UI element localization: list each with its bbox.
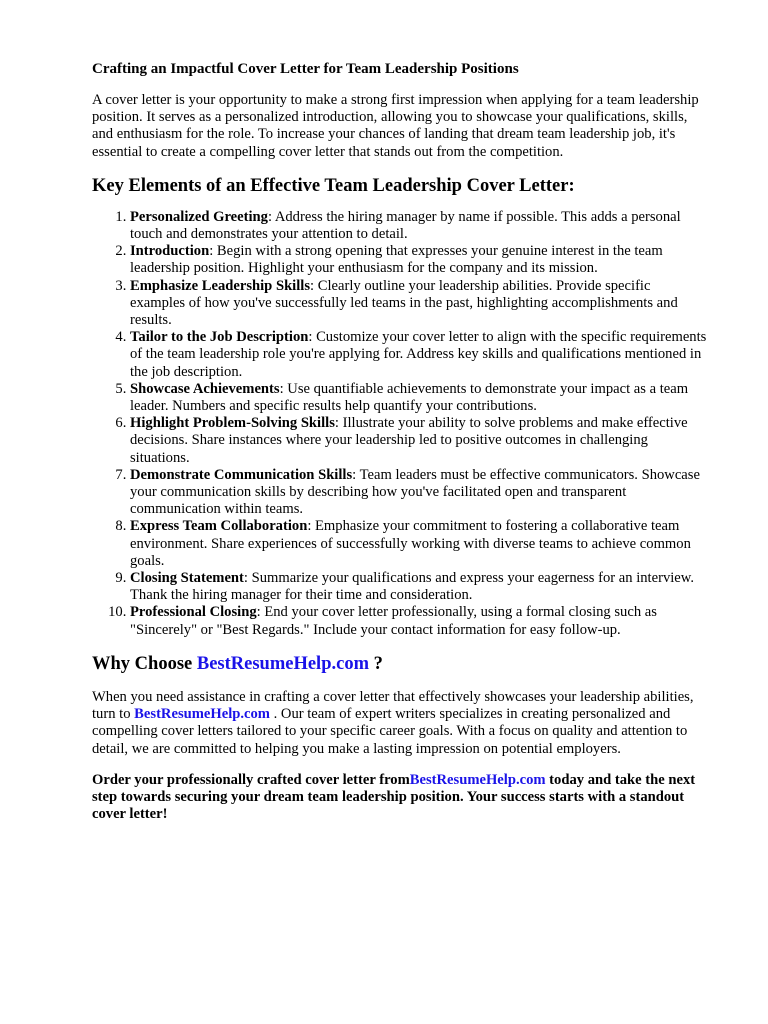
bestresumehelp-cta-link[interactable]: BestResumeHelp.com xyxy=(409,771,546,788)
list-item-term: Emphasize Leadership Skills xyxy=(130,277,311,294)
list-item-text: Team leaders must be effective communicators. Showcase your communication skills by describing how you've facilitated open and transparent communication within teams. xyxy=(130,466,700,518)
list-item xyxy=(130,518,708,570)
why-heading-suffix: ? xyxy=(368,653,383,674)
key-elements-list xyxy=(92,209,708,639)
list-item-text: End your cover letter professionally, using a formal closing such as "Sincerely" or "Best Regards." Include your contact information for easy follow-up. xyxy=(130,604,657,638)
list-item-term: Highlight Problem-Solving Skills xyxy=(130,415,335,432)
list-item-text: Customize your cover letter to align with the specific requirements of the team leadership role you're applying for. Address key skills and qualifications mentioned in the job description. xyxy=(130,329,707,380)
bestresumehelp-heading-link[interactable]: BestResumeHelp.com xyxy=(196,653,369,674)
list-item-separator: : xyxy=(256,604,265,621)
cta-suffix: today and take the next step towards securing your dream team leadership position. Your success starts with a standout cover letter! xyxy=(92,771,696,823)
list-item-text: Summarize your qualifications and express your eagerness for an interview. Thank the hiring manager for their time and consideration. xyxy=(130,570,695,604)
list-item-separator: : xyxy=(352,466,360,483)
intro-paragraph: A cover letter is your opportunity to make a strong first impression when applying for a team leadership position. It serves as a personalized introduction, allowing you to showcase your qualifications, skills, and enthusiasm for the role. To increase your chances of landing that dream team leadership job, it's essential to create a compelling cover letter that stands out from the competition. xyxy=(92,92,699,160)
list-item-separator: : xyxy=(267,208,275,225)
list-item-separator: : xyxy=(308,329,317,346)
list-item-term: Closing Statement xyxy=(130,570,244,587)
list-item xyxy=(130,243,708,277)
list-item-separator: : xyxy=(310,277,318,294)
list-item-separator: : xyxy=(334,415,343,432)
list-item-text: Illustrate your ability to solve problems and make effective decisions. Share instances where your leadership led to positive outcomes in challenging situations. xyxy=(130,415,688,466)
list-item-term: Express Team Collaboration xyxy=(130,518,308,535)
document-title: Crafting an Impactful Cover Letter for Team Leadership Positions xyxy=(92,61,519,77)
list-item xyxy=(130,467,708,519)
list-item-term: Introduction xyxy=(130,243,210,260)
list-item xyxy=(130,604,708,638)
why-para-prefix: When you need assistance in crafting a cover letter that effectively showcases your leadership abilities, turn to xyxy=(92,688,694,723)
list-item-term: Demonstrate Communication Skills xyxy=(130,466,353,483)
list-item-separator: : xyxy=(279,380,288,397)
list-item-text: Clearly outline your leadership abilities. Provide specific examples of how you've successfully led teams in the past, highlighting accomplishments and results. xyxy=(130,277,678,329)
list-item-term: Personalized Greeting xyxy=(130,208,268,225)
list-item xyxy=(130,278,708,330)
why-para-suffix: . Our team of expert writers specializes in creating personalized and compelling cover letters tailored to your specific career goals. With a focus on quality and attention to detail, we are committed to helping you make a lasting impression on potential employers. xyxy=(92,706,688,757)
list-item-term: Showcase Achievements xyxy=(130,380,280,397)
list-item-separator: : xyxy=(307,518,316,535)
list-item-text: Begin with a strong opening that expresses your genuine interest in the team leadership position. Highlight your enthusiasm for the company and its mission. xyxy=(130,243,663,277)
list-item-text: Emphasize your commitment to fostering a collaborative team environment. Share experiences of successfully working with diverse teams to achieve common goals. xyxy=(130,518,691,569)
key-elements-heading: Key Elements of an Effective Team Leadership Cover Letter: xyxy=(92,175,575,196)
list-item-separator: : xyxy=(243,570,252,587)
cta-prefix: Order your professionally crafted cover letter from xyxy=(92,771,410,788)
why-heading-prefix: Why Choose xyxy=(92,653,197,674)
list-item xyxy=(130,381,708,415)
why-choose-paragraph xyxy=(92,689,708,758)
why-choose-heading xyxy=(92,653,708,675)
call-to-action xyxy=(92,772,708,824)
list-item-term: Tailor to the Job Description xyxy=(130,329,309,346)
list-item xyxy=(130,329,708,381)
list-item xyxy=(130,209,708,243)
list-item-text: Address the hiring manager by name if possible. This adds a personal touch and demonstrates your attention to detail. xyxy=(130,208,681,243)
list-item-separator: : xyxy=(209,243,217,260)
list-item xyxy=(130,570,708,604)
list-item xyxy=(130,415,708,467)
list-item-term: Professional Closing xyxy=(130,604,257,621)
list-item-text: Use quantifiable achievements to demonstrate your impact as a team leader. Numbers and specific results help quantify your contributions. xyxy=(130,380,689,415)
bestresumehelp-paragraph-link[interactable]: BestResumeHelp.com xyxy=(134,706,270,723)
